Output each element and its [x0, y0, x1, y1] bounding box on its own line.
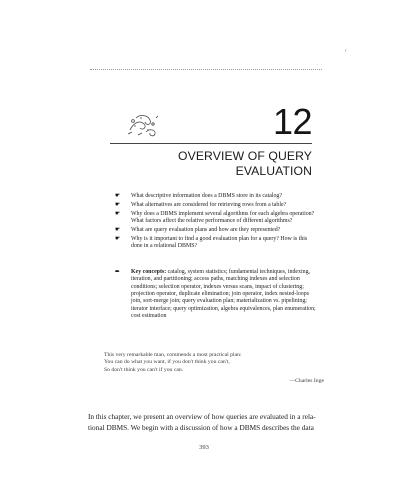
question-item [115, 236, 320, 251]
arrow-bullet-icon: ➨ [115, 269, 121, 275]
key-concepts-label: Key concepts: [131, 269, 167, 275]
quote-line: So don't think you can't if you can. [104, 366, 184, 373]
pointing-hand-icon: ☛ [115, 210, 121, 217]
quote-line: This very remarkable man, commends a most practical plan: [104, 352, 242, 358]
chapter-questions-list [115, 193, 320, 252]
question-item [115, 211, 320, 226]
question-item [115, 193, 320, 200]
page-number: 393 [199, 444, 209, 451]
top-dotted-rule [90, 69, 322, 70]
key-concepts [115, 269, 320, 320]
pointing-hand-icon: ☛ [115, 193, 121, 199]
question-item [115, 202, 320, 209]
chapter-title-line: OVERVIEW OF QUERY [178, 149, 312, 163]
body-paragraph [88, 411, 330, 433]
chapter-ornament-icon [126, 112, 160, 138]
chapter-title [120, 149, 312, 179]
question-text: What are query evaluation plans and how are they represented? [131, 227, 281, 234]
question-text: Why is it important to find a good evaluation plan for a query? How is this done in a relational DBMS? [131, 236, 308, 250]
question-item [115, 227, 320, 234]
quote-line: You can do what you want, if you don't think you can't, [104, 359, 230, 366]
chapter-number: 12 [272, 101, 312, 142]
epigraph-quote [104, 352, 324, 374]
margin-mark: · [317, 62, 319, 67]
pointing-hand-icon: ☛ [115, 201, 121, 208]
margin-mark: r [345, 48, 347, 53]
chapter-title-line: EVALUATION [235, 164, 312, 178]
pointing-hand-icon: ☛ [115, 227, 121, 234]
key-concepts-text: catalog, system statistics; fundamental techniques, indexing, iteration, and partitioning; access paths, matching indexes and selection conditions; selection operator, indexes versus scans, impact of clustering; projection operator, duplicate elimination; join operator, index nested-loops join, sort-merge join; query evaluation plan; materialization vs. pipelining; iterator interface; query optimization, algebra equivalences, plan enumeration; cost estimation [131, 269, 316, 320]
question-text: What alternatives are considered for retrieving rows from a table? [131, 201, 287, 208]
chapter-title-rule [110, 143, 312, 144]
quote-attribution: —Charles Inge [289, 378, 324, 384]
question-text: Why does a DBMS implement several algorithms for each algebra operation? What factors affect the relative performance of different algorithms? [131, 210, 315, 225]
pointing-hand-icon: ☛ [115, 236, 121, 243]
body-line: tional DBMS. We begin with a discussion of how a DBMS describes the data [88, 423, 314, 433]
question-text: What descriptive information does a DBMS store in its catalog? [131, 193, 282, 199]
body-line: In this chapter, we present an overview of how queries are evaluated in a rela- [88, 412, 316, 421]
